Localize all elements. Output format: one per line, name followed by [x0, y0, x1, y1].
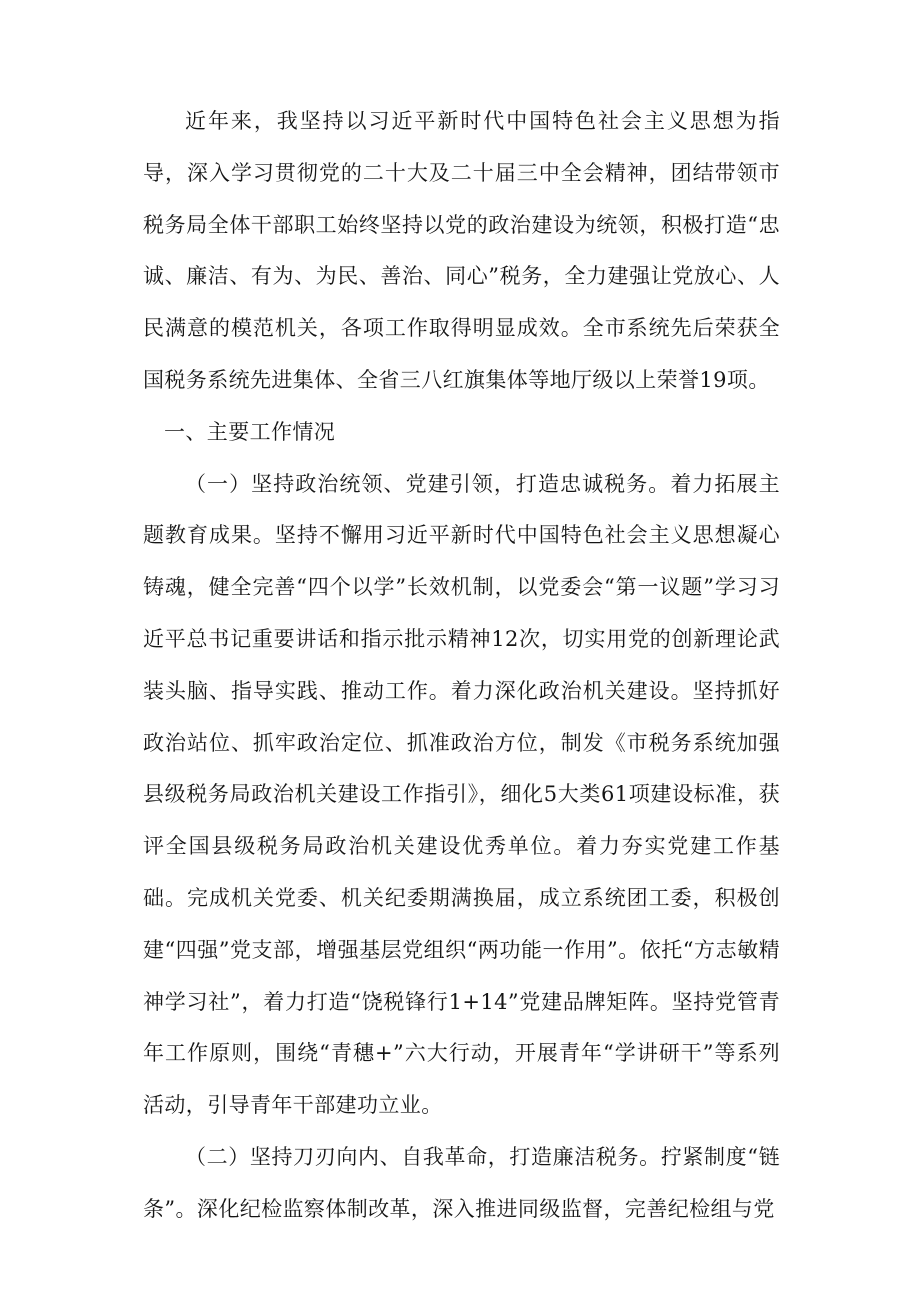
- paragraph-loyal-tax: （一）坚持政治统领、党建引领，打造忠诚税务。着力拓展主题教育成果。坚持不懈用习近平新时代中国特色社会主义思想凝心铸魂，健全完善“四个以学”长效机制，以党委会“第一议题”学习习近平总书记重要讲话和指示批示精神12次，切实用党的创新理论武装头脑、指导实践、推动工作。着力深化政治机关建设。坚持抓好政治站位、抓牢政治定位、抓准政治方位，制发《市税务系统加强县级税务局政治机关建设工作指引》，细化5大类61项建设标准，获评全国县级税务局政治机关建设优秀单位。着力夯实党建工作基础。完成机关党委、机关纪委期满换届，成立系统团工委，积极创建“四强”党支部，增强基层党组织“两功能一作用”。依托“方志敏精神学习社”，着力打造“饶税锋行1+14”党建品牌矩阵。坚持党管青年工作原则，围绕“青穗+”六大行动，开展青年“学讲研干”等系列活动，引导青年干部建功立业。: [143, 471, 780, 1118]
- paragraph-clean-tax: （二）坚持刀刃向内、自我革命，打造廉洁税务。拧紧制度“链条”。深化纪检监察体制改革，深入推进同级监督，完善纪检组与党: [143, 1144, 780, 1221]
- document-body: [143, 96, 780, 1236]
- intro-paragraph: 近年来，我坚持以习近平新时代中国特色社会主义思想为指导，深入学习贯彻党的二十大及二十届三中全会精神，团结带领市税务局全体干部职工始终坚持以党的政治建设为统领，积极打造“忠诚、廉洁、有为、为民、善治、同心”税务，全力建强让党放心、人民满意的模范机关，各项工作取得明显成效。全市系统先后荣获全国税务系统先进集体、全省三八红旗集体等地厅级以上荣誉19项。: [143, 109, 780, 392]
- section-heading: 一、主要工作情况: [164, 419, 336, 444]
